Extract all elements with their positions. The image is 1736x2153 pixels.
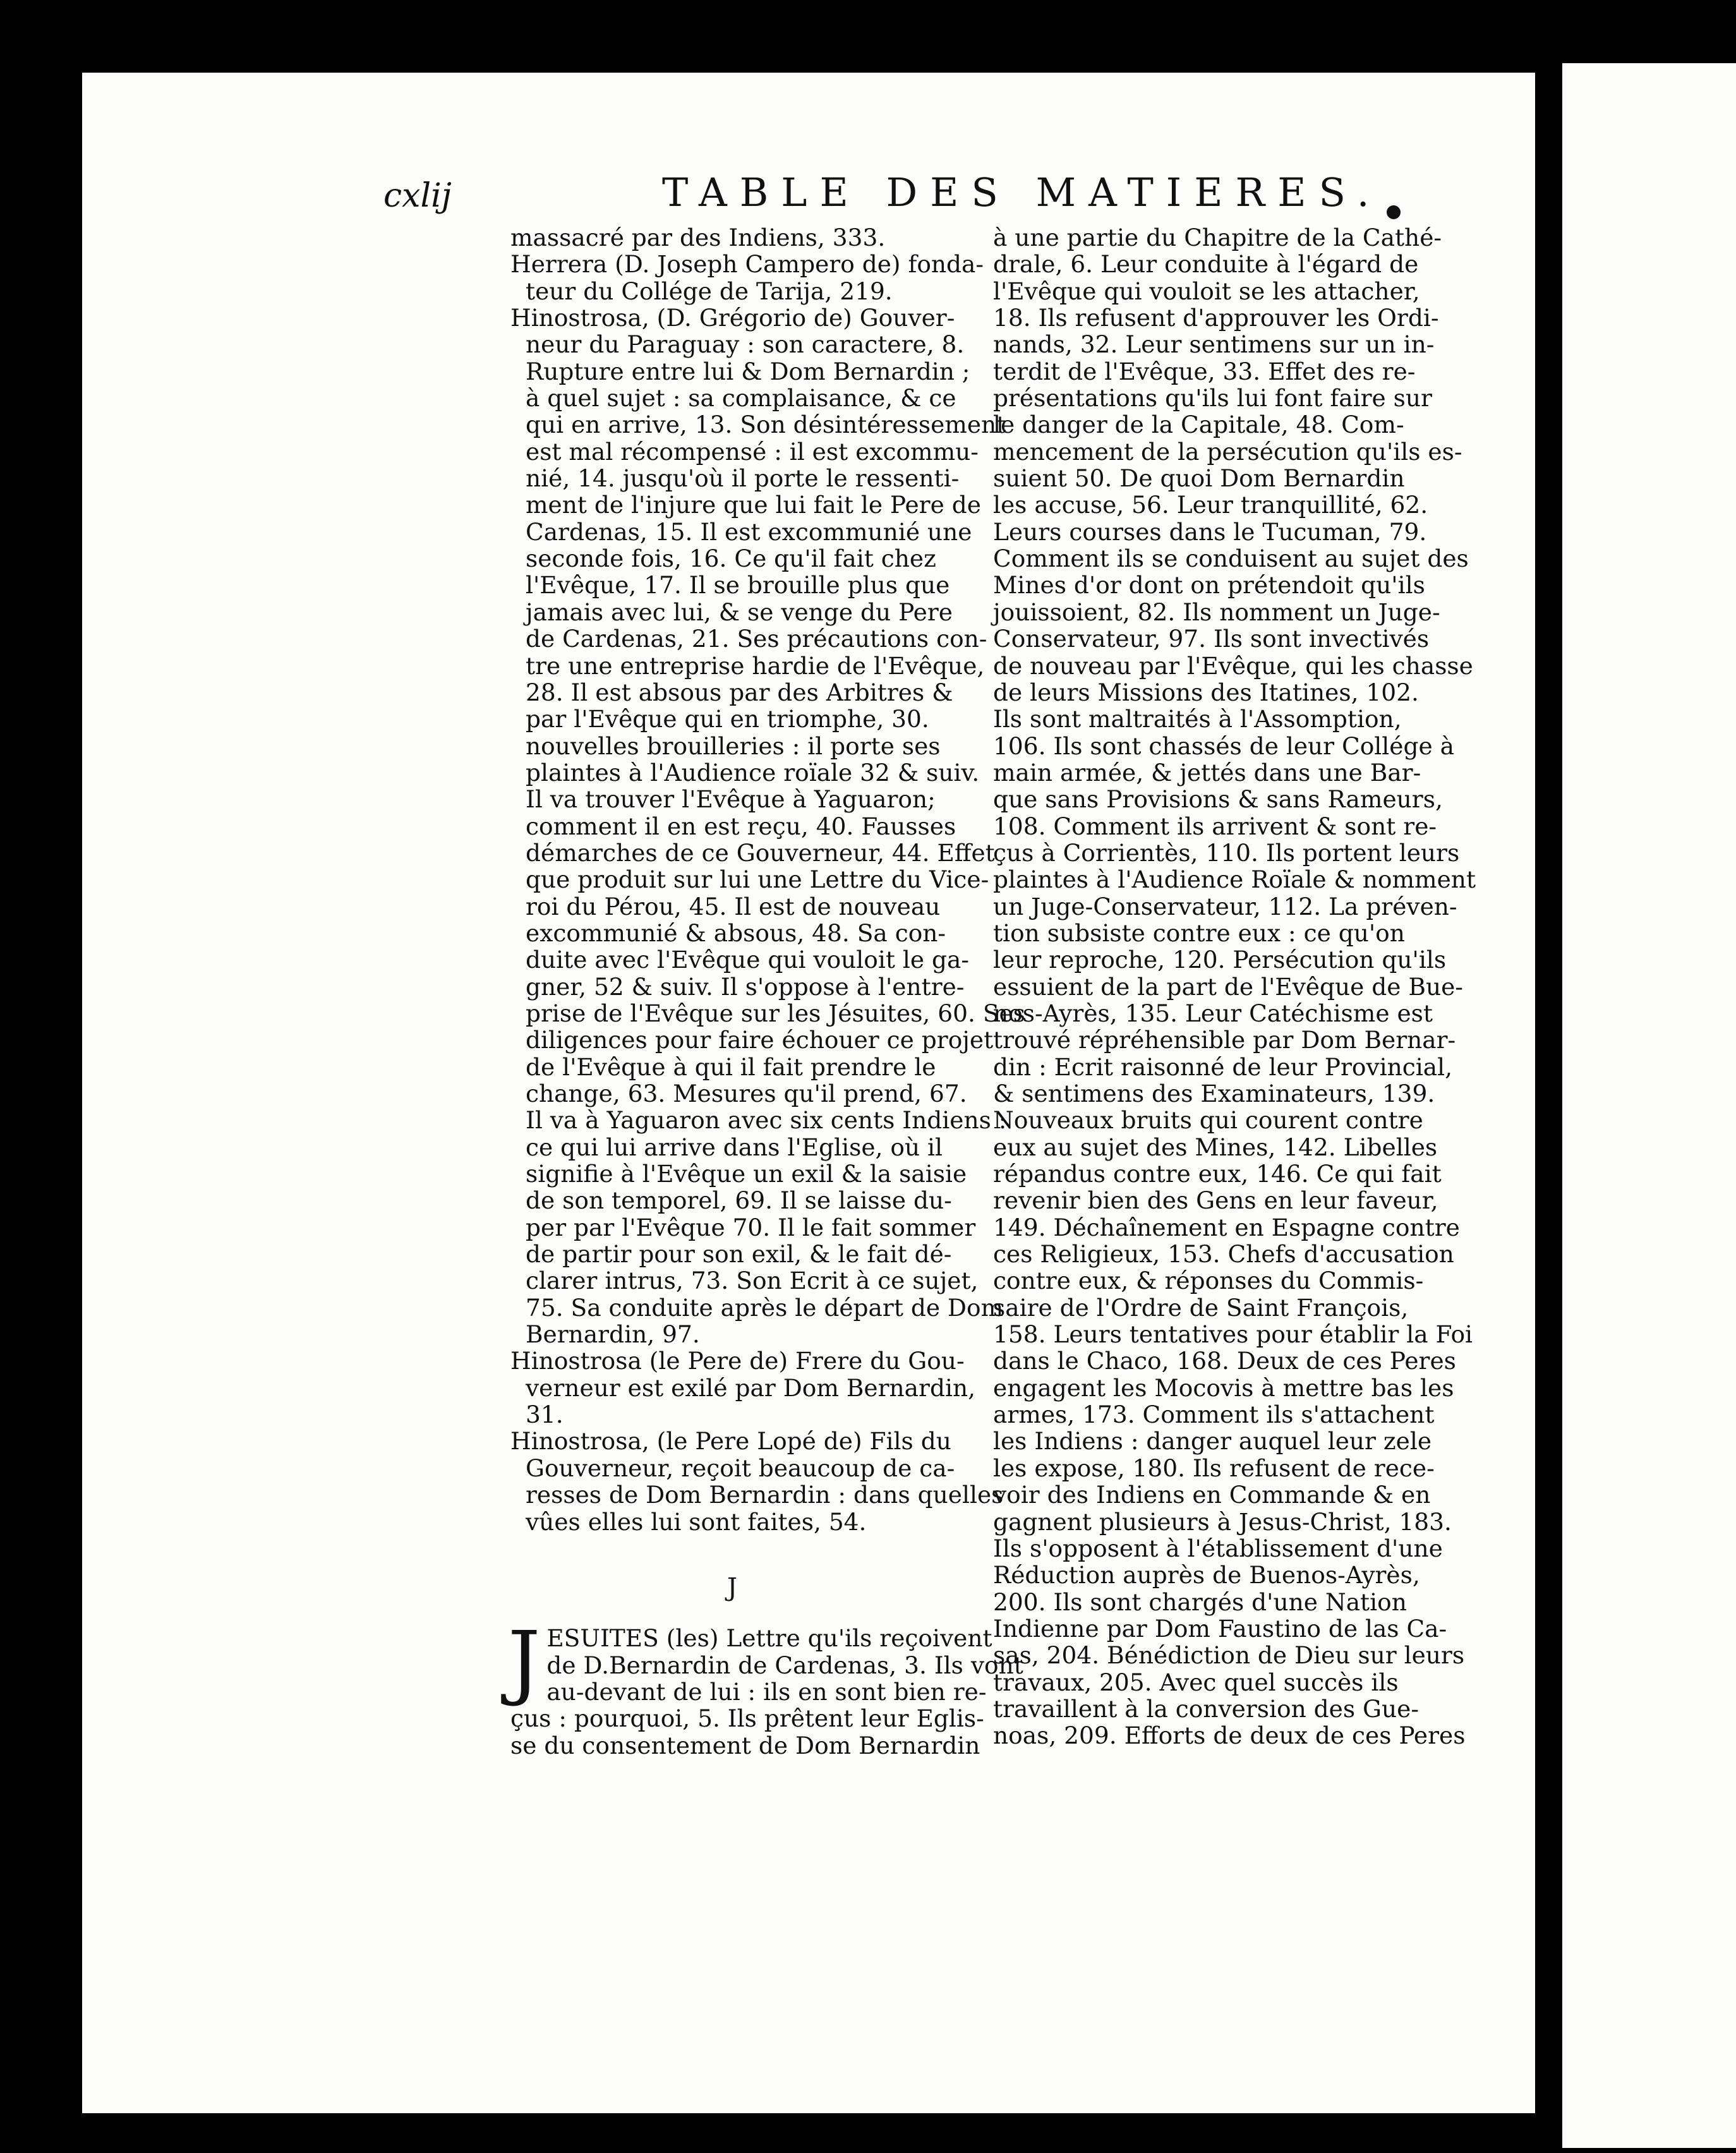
index-entry-line: suient 50. De quoi Dom Bernardin [993, 464, 1405, 493]
index-entry-line: 31. [526, 1401, 564, 1429]
index-entry-line: par l'Evêque qui en triomphe, 30. [526, 705, 929, 733]
index-entry-line: vûes elles lui sont faites, 54. [526, 1507, 867, 1536]
index-entry-line: le danger de la Capitale, 48. Com- [993, 411, 1404, 439]
index-entry-text: (les) Lettre qu'ils reçoivent [658, 1624, 992, 1653]
index-entry-line: Il va trouver l'Evêque à Yaguaron; [526, 785, 936, 814]
index-entry-line: seconde fois, 16. Ce qu'il fait chez [526, 545, 936, 573]
index-entry-line: Indienne par Dom Faustino de las Ca- [993, 1614, 1447, 1643]
index-entry-line: eux au sujet des Mines, 142. Libelles [993, 1133, 1438, 1161]
index-entry-line: travaillent à la conversion des Gue- [993, 1694, 1420, 1723]
index-entry-line: Gouverneur, reçoit beaucoup de ca- [526, 1454, 955, 1482]
index-entry-line: çus : pourquoi, 5. Ils prêtent leur Eglis- [510, 1704, 984, 1733]
index-entry-line: de partir pour son exil, & le fait dé- [526, 1240, 952, 1269]
index-entry-line: clarer intrus, 73. Son Ecrit à ce sujet, [526, 1267, 979, 1295]
index-column-right [993, 224, 1476, 1750]
index-entry-line: diligences pour faire échouer ce projet [526, 1026, 994, 1054]
index-column-left [508, 224, 1025, 1759]
entry-headword: ESUITES [546, 1624, 659, 1653]
index-entry-line: à quel sujet : sa complaisance, & ce [526, 384, 956, 413]
index-entry-line: Ils sont maltraités à l'Assomption, [993, 705, 1402, 733]
index-entry [510, 224, 954, 251]
index-entry-line: 149. Déchaînement en Espagne contre [993, 1213, 1460, 1241]
index-entry-line: 108. Comment ils arrivent & sont re- [993, 812, 1437, 840]
index-entry-line: 28. Il est absous par des Arbitres & [526, 678, 953, 706]
index-entry-line: l'Evêque qui vouloit se les attacher, [993, 277, 1420, 305]
index-entry-line: Mines d'or dont on prétendoit qu'ils [993, 571, 1425, 600]
index-entry-continued [993, 224, 1476, 1750]
index-entry-line: ce qui lui arrive dans l'Eglise, où il [526, 1133, 943, 1161]
index-entry-line: main armée, & jettés dans une Bar- [993, 758, 1421, 787]
index-entry-line: signifie à l'Evêque un exil & la saisie [526, 1160, 967, 1188]
index-entry-line: excommunié & absous, 48. Sa con- [526, 919, 946, 947]
index-entry-jesuites [508, 1615, 1023, 1759]
index-entry-line: & sentimens des Examinateurs, 139. [993, 1080, 1435, 1107]
index-entry-line: plaintes à l'Audience roïale 32 & suiv. [526, 758, 980, 787]
running-title: TABLE DES MATIERES. [662, 169, 1382, 215]
index-entry-line: Hinostrosa, (D. Grégorio de) Gouver- [510, 304, 955, 332]
index-entry-line: change, 63. Mesures qu'il prend, 67. [526, 1080, 967, 1107]
index-entry-line: nos-Ayrès, 135. Leur Catéchisme est [993, 999, 1433, 1027]
index-entry-line: verneur est exilé par Dom Bernardin, [526, 1373, 976, 1402]
index-entry-line: est mal récompensé : il est excommu- [526, 437, 979, 466]
index-entry-line: din : Ecrit raisonné de leur Provincial, [993, 1052, 1453, 1081]
index-entry-line: 75. Sa conduite après le départ de Dom [526, 1293, 1004, 1322]
index-entry-line: que produit sur lui une Lettre du Vice- [526, 865, 989, 894]
index-entry-line: Hinostrosa (le Pere de) Frere du Gou- [510, 1347, 965, 1375]
index-entry-line: engagent les Mocovis à mettre bas les [993, 1373, 1454, 1402]
index-entry-line: Herrera (D. Joseph Campero de) fonda- [510, 250, 984, 279]
index-entry-line: voir des Indiens en Commande & en [993, 1481, 1431, 1509]
index-entry-line: Ils s'opposent à l'établissement d'une [993, 1534, 1443, 1562]
index-entry-line: Hinostrosa, (le Pere Lopé de) Fils du [510, 1427, 951, 1456]
index-entry-line: un Juge-Conservateur, 112. La préven- [993, 892, 1457, 920]
index-entry-line: Conservateur, 97. Ils sont invectivés [993, 625, 1430, 653]
index-entry-line: drale, 6. Leur conduite à l'égard de [993, 250, 1419, 279]
index-entry-line: de l'Evêque à qui il fait prendre le [526, 1052, 936, 1081]
index-entry-line: nands, 32. Leur sentimens sur un in- [993, 330, 1435, 359]
index-entry-line: nouvelles brouilleries : il porte ses [526, 732, 941, 760]
index-entry-line: Nouveaux bruits qui courent contre [993, 1106, 1423, 1135]
index-entry-line: revenir bien des Gens en leur faveur, [993, 1186, 1438, 1215]
index-entry-line: nié, 14. jusqu'où il porte le ressenti- [526, 464, 960, 493]
index-entry-line: roi du Pérou, 45. Il est de nouveau [526, 892, 941, 920]
index-entry-line: ment de l'injure que lui fait le Pere de [526, 491, 981, 519]
index-entry-line: l'Evêque, 17. Il se brouille plus que [526, 571, 950, 600]
index-entry-line: Réduction auprès de Buenos-Ayrès, [993, 1561, 1420, 1589]
index-entry-line: noas, 209. Efforts de deux de ces Peres [993, 1722, 1466, 1750]
index-entry-line: au-devant de lui : ils en sont bien re- [546, 1677, 987, 1706]
index-entry-line: saire de l'Ordre de Saint François, [993, 1293, 1409, 1322]
index-entry-line: les expose, 180. Ils refusent de rece- [993, 1454, 1435, 1482]
index-entry-line: de leurs Missions des Itatines, 102. [993, 678, 1419, 706]
index-entry [510, 1347, 976, 1429]
drop-cap: J [508, 1615, 541, 1710]
index-entry-line: à une partie du Chapitre de la Cathé- [993, 224, 1442, 251]
section-letter: J [726, 1572, 738, 1602]
index-entry-line: 158. Leurs tentatives pour établir la Foi [993, 1320, 1473, 1349]
ink-blot [1387, 205, 1401, 219]
index-entry-line: Rupture entre lui & Dom Bernardin ; [526, 357, 970, 385]
index-entry-line: 18. Ils refusent d'approuver les Ordi- [993, 304, 1439, 332]
index-entry-line: jouissoient, 82. Ils nomment un Juge- [993, 598, 1440, 626]
index-entry-line: ces Religieux, 153. Chefs d'accusation [993, 1240, 1454, 1269]
index-entry-line: présentations qu'ils lui font faire sur [993, 384, 1432, 413]
page-number: cxlij [383, 177, 452, 215]
index-entry-line: 200. Ils sont chargés d'une Nation [993, 1588, 1407, 1616]
index-entry-line: çus à Corrientès, 110. Ils portent leurs [993, 838, 1460, 867]
facing-page-gutter [1545, 63, 1562, 2148]
index-entry-line: comment il en est reçu, 40. Fausses [526, 812, 956, 840]
index-entry-line: Leurs courses dans le Tucuman, 79. [993, 517, 1427, 546]
index-entry-line: teur du Collége de Tarija, 219. [526, 277, 893, 305]
index-entry-line: de D.Bernardin de Cardenas, 3. Ils vont [546, 1651, 1023, 1679]
index-entry-line: répandus contre eux, 146. Ce qui fait [993, 1160, 1442, 1188]
index-entry-line: 106. Ils sont chassés de leur Collége à [993, 732, 1454, 760]
index-entry-line: jamais avec lui, & se venge du Pere [526, 598, 953, 626]
index-entry-line: qui en arrive, 13. Son désintéressement [526, 411, 1006, 439]
index-entry-line: armes, 173. Comment ils s'attachent [993, 1401, 1435, 1429]
index-entry-line: resses de Dom Bernardin : dans quelles [526, 1481, 1004, 1509]
index-entry-line: gner, 52 & suiv. Il s'oppose à l'entre- [526, 972, 965, 1001]
index-entry-line: Comment ils se conduisent au sujet des [993, 545, 1469, 573]
index-entry-line: que sans Provisions & sans Rameurs, [993, 785, 1443, 814]
index-entry-line: de Cardenas, 21. Ses précautions con- [526, 625, 987, 653]
index-entry [510, 304, 1025, 1349]
index-entry-line: plaintes à l'Audience Roïale & nomment [993, 865, 1476, 894]
index-entry-line: massacré par des Indiens, 333. [510, 224, 886, 251]
index-entry-line: terdit de l'Evêque, 33. Effet des re- [993, 357, 1416, 385]
index-entry-line: Bernardin, 97. [526, 1320, 700, 1349]
index-entry-line: tion subsiste contre eux : ce qu'on [993, 919, 1405, 947]
index-entry-line: de son temporel, 69. Il se laisse du- [526, 1186, 952, 1215]
index-entry-line: les Indiens : danger auquel leur zele [993, 1427, 1432, 1456]
index-entry-line: neur du Paraguay : son caractere, 8. [526, 330, 965, 359]
index-entry-line: dans le Chaco, 168. Deux de ces Peres [993, 1347, 1456, 1375]
index-entry-line: trouvé répréhensible par Dom Bernar- [993, 1026, 1456, 1054]
index-entry-line: contre eux, & réponses du Commis- [993, 1267, 1424, 1295]
index-entry-line: per par l'Evêque 70. Il le fait sommer [526, 1213, 976, 1241]
index-entry-line: sas, 204. Bénédiction de Dieu sur leurs [993, 1641, 1465, 1670]
index-entry-line: Cardenas, 15. Il est excommunié une [526, 517, 972, 546]
index-entry-line: duite avec l'Evêque qui vouloit le ga- [526, 946, 969, 974]
facing-page-edge [1545, 63, 1736, 2148]
index-entry-line: gagnent plusieurs à Jesus-Christ, 183. [993, 1507, 1452, 1536]
index-entry-line: travaux, 205. Avec quel succès ils [993, 1668, 1399, 1696]
index-entry-line: essuient de la part de l'Evêque de Bue- [993, 972, 1463, 1001]
index-entry-line: Il va à Yaguaron avec six cents Indiens : [526, 1106, 1007, 1135]
index-entry-line: mencement de la persécution qu'ils es- [993, 437, 1462, 466]
index-entry-line [510, 1624, 992, 1653]
index-entry-line: les accuse, 56. Leur tranquillité, 62. [993, 491, 1428, 519]
index-entry-line: se du consentement de Dom Bernardin [510, 1731, 980, 1759]
index-entry-line: tre une entreprise hardie de l'Evêque, [526, 651, 985, 680]
index-entry-line: démarches de ce Gouverneur, 44. Effet [526, 838, 995, 867]
index-entry-line: prise de l'Evêque sur les Jésuites, 60. Ses [526, 999, 1025, 1027]
index-entry [510, 1427, 1004, 1536]
index-entry [510, 250, 984, 305]
index-entry-line: de nouveau par l'Evêque, qui les chasse [993, 651, 1473, 680]
index-entry-line: leur reproche, 120. Persécution qu'ils [993, 946, 1447, 974]
